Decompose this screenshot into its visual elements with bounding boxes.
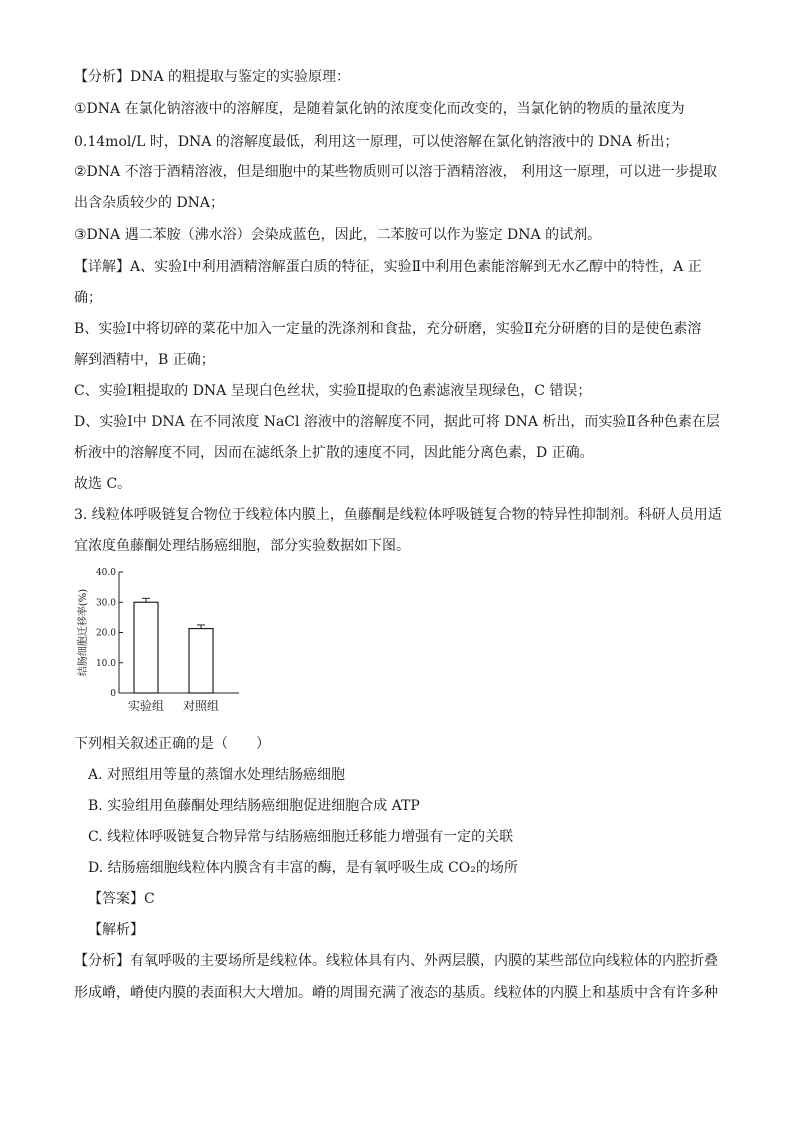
explanation-line-1: 【分析】有氧呼吸的主要场所是线粒体。线粒体具有内、外两层膜，内膜的某些部位向线粒体的内腔折叠 xyxy=(74,953,718,969)
principle-2-line-1: ②DNA 不溶于酒精溶液，但是细胞中的某些物质则可以溶于酒精溶液， 利用这一原理，可以进一步提取 xyxy=(74,164,718,180)
bar-control xyxy=(189,629,213,693)
y-tick-label: 0 xyxy=(110,689,116,699)
analysis-heading: 【分析】DNA 的粗提取与鉴定的实验原理： xyxy=(74,69,351,85)
principle-2-line-2: 出含杂质较少的 DNA； xyxy=(74,195,225,211)
x-category-label: 对照组 xyxy=(182,699,220,713)
principle-1-line-1: ①DNA 在氯化钠溶液中的溶解度，是随着氯化钠的浓度变化而改变的，当氯化钠的物质的量浓度为 xyxy=(74,101,685,117)
y-tick-label: 40.0 xyxy=(95,568,116,578)
option-b[interactable]: B. 实验组用鱼藤酮处理结肠癌细胞促进细胞合成 ATP xyxy=(88,798,420,814)
principle-1-line-2: 0.14mol/L 时，DNA 的溶解度最低，利用这一原理，可以使溶解在氯化钠溶液中的 DNA 析出； xyxy=(74,134,679,150)
detail-a-line-1: 【详解】A、实验Ⅰ中利用酒精溶解蛋白质的特征，实验Ⅱ中利用色素能溶解到无水乙醇中的特性，A 正 xyxy=(74,259,702,275)
bar-experimental xyxy=(134,602,158,693)
detail-b-line-2: 解到酒精中，B 正确； xyxy=(74,352,215,368)
detail-d-line-2: 析液中的溶解度不同，因而在滤纸条上扩散的速度不同，因此能分离色素，D 正确。 xyxy=(74,445,594,461)
migration-rate-bar-chart xyxy=(74,560,254,720)
answer: 【答案】C xyxy=(88,891,155,907)
option-d[interactable]: D. 结肠癌细胞线粒体内膜含有丰富的酶，是有氧呼吸生成 CO₂的场所 xyxy=(88,860,518,876)
x-category-label: 实验组 xyxy=(127,699,165,713)
detail-a-line-2: 确； xyxy=(74,290,102,306)
y-tick-label: 20.0 xyxy=(95,628,116,639)
question-3-prompt: 下列相关叙述正确的是（ ） xyxy=(74,736,270,752)
y-tick-label: 10.0 xyxy=(95,658,116,669)
explanation-line-2: 形成嵴，嵴使内膜的表面积大大增加。嵴的周围充满了液态的基质。线粒体的内膜上和基质中含有许多种 xyxy=(74,985,718,1001)
detail-b-line-1: B、实验Ⅰ中将切碎的菜花中加入一定量的洗涤剂和食盐，充分研磨，实验Ⅱ充分研磨的目的是使色素溶 xyxy=(74,321,702,337)
detail-c: C、实验Ⅰ粗提取的 DNA 呈现白色丝状，实验Ⅱ提取的色素滤液呈现绿色，C 错误； xyxy=(74,383,592,399)
question-3-stem-line-2: 宜浓度鱼藤酮处理结肠癌细胞，部分实验数据如下图。 xyxy=(74,538,410,554)
question-3-stem-line-1: 3. 线粒体呼吸链复合物位于线粒体内膜上，鱼藤酮是线粒体呼吸链复合物的特异性抑制剂。科研人员用适 xyxy=(74,507,722,523)
option-c[interactable]: C. 线粒体呼吸链复合物异常与结肠癌细胞迁移能力增强有一定的关联 xyxy=(88,829,514,845)
y-axis-label: 结肠细胞迁移率(%) xyxy=(78,588,89,677)
option-a[interactable]: A. 对照组用等量的蒸馏水处理结肠癌细胞 xyxy=(88,767,346,783)
detail-d-line-1: D、实验Ⅰ中 DNA 在不同浓度 NaCl 溶液中的溶解度不同，据此可将 DNA 析出，而实验Ⅱ各种色素在层 xyxy=(74,414,720,430)
explanation-heading: 【解析】 xyxy=(88,922,144,938)
principle-3: ③DNA 遇二苯胺（沸水浴）会染成蓝色，因此，二苯胺可以作为鉴定 DNA 的试剂。 xyxy=(74,227,602,243)
y-tick-label: 30.0 xyxy=(95,598,116,609)
choose-c: 故选 C。 xyxy=(74,476,132,492)
